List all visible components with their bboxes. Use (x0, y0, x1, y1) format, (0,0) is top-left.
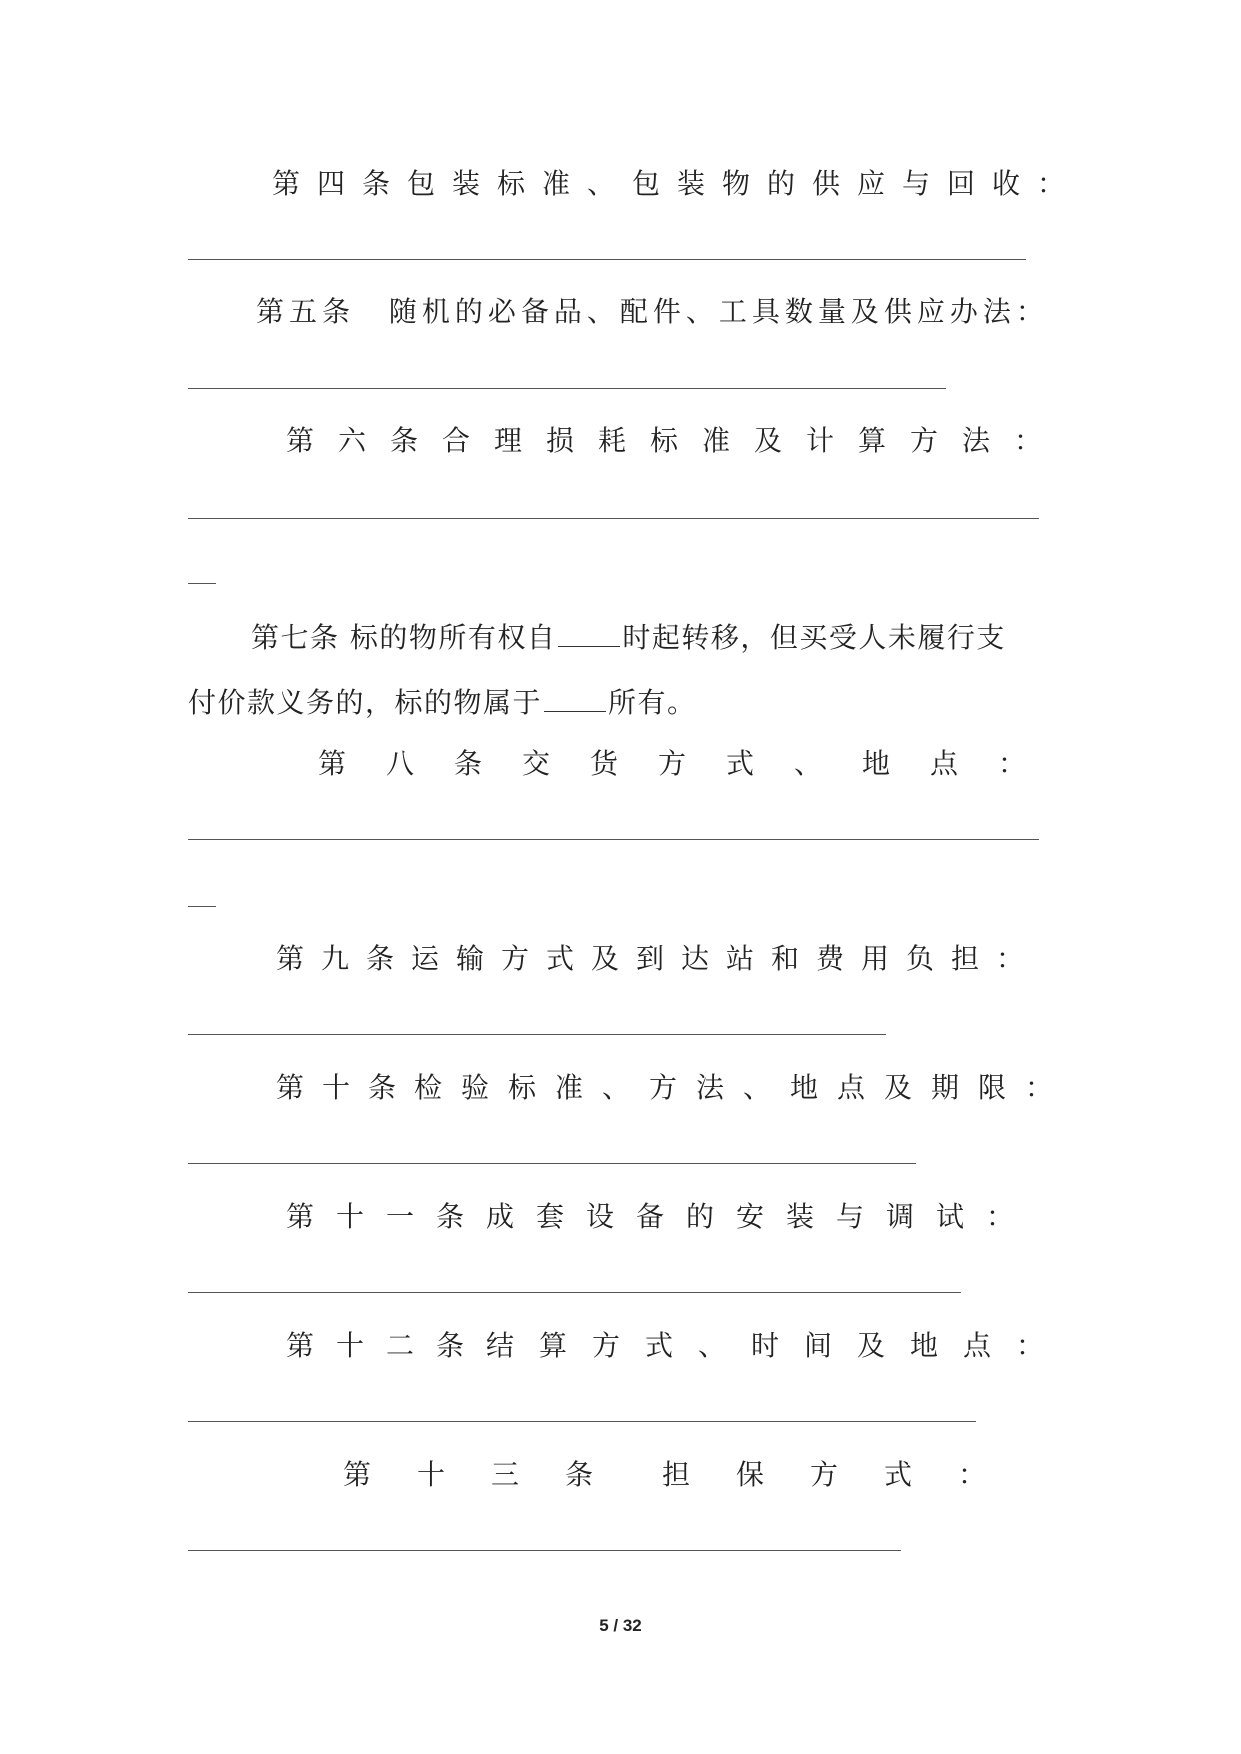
article-7-text-a: 第七条 标的物所有权自 (251, 621, 557, 654)
blank-line (558, 616, 620, 647)
fill-in-line (188, 1163, 916, 1164)
fill-in-line (188, 1550, 901, 1551)
article-7-text-d: 所有。 (608, 686, 697, 719)
article-12-body: 结算方式、时间及地点： (486, 1329, 1070, 1362)
article-6-heading: 第六条 (286, 424, 443, 457)
article-8 (318, 744, 1067, 784)
page-number: 5 / 32 (599, 1616, 642, 1635)
article-5-heading: 第五条 (256, 295, 356, 328)
blank-line (544, 681, 606, 712)
article-7-line-2 (188, 681, 697, 723)
article-13 (343, 1455, 1032, 1495)
fill-in-line (188, 1034, 886, 1035)
article-9 (276, 939, 1042, 979)
article-13-body: 担保方式： (661, 1458, 1032, 1491)
article-5 (256, 292, 1049, 332)
article-9-body: 运输方式及到达站和费用负担： (411, 942, 1042, 975)
article-12-heading: 第十二条 (286, 1329, 487, 1362)
fill-in-line (188, 583, 216, 584)
article-4-body: 包装标准、包装物的供应与回收： (407, 167, 1083, 200)
article-10 (276, 1068, 1073, 1108)
article-9-heading: 第九条 (276, 942, 412, 975)
fill-in-line (188, 259, 1026, 260)
article-8-heading: 第八条 (318, 747, 523, 780)
fill-in-line (188, 388, 946, 389)
fill-in-line (188, 906, 216, 907)
article-7-line-1 (251, 616, 1006, 658)
fill-in-line (188, 518, 1039, 519)
article-6-body: 合理损耗标准及计算方法： (442, 424, 1067, 457)
article-11 (286, 1197, 1037, 1237)
article-11-body: 成套设备的安装与调试： (486, 1200, 1037, 1233)
article-6 (286, 421, 1067, 461)
article-7-text-c: 付价款义务的，标的物属于 (188, 686, 543, 719)
article-12 (286, 1326, 1070, 1366)
article-4-heading: 第四条 (272, 167, 408, 200)
fill-in-line (188, 1421, 976, 1422)
fill-in-line (188, 839, 1039, 840)
article-4 (272, 164, 1083, 204)
article-8-body: 交货方式、地点： (522, 747, 1067, 780)
article-7-text-b: 时起转移，但买受人未履行支 (622, 621, 1006, 654)
article-10-heading: 第十条 (276, 1071, 415, 1104)
article-5-body: 随机的必备品、配件、工具数量及供应办法： (388, 295, 1049, 328)
fill-in-line (188, 1292, 961, 1293)
article-10-body: 检验标准、方法、地点及期限： (414, 1071, 1073, 1104)
article-11-heading: 第十一条 (286, 1200, 487, 1233)
article-13-heading: 第十三条 (343, 1458, 640, 1491)
